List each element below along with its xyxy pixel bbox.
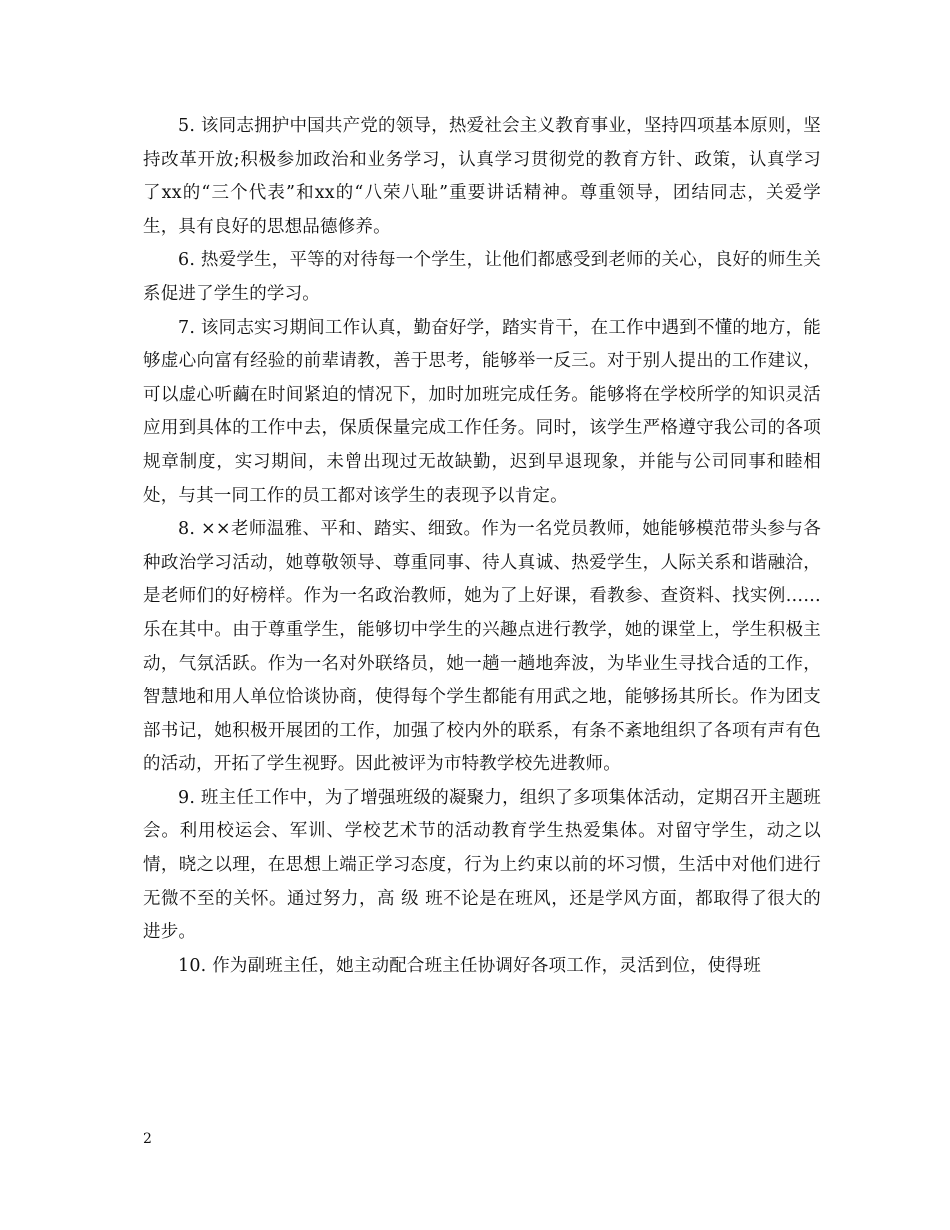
paragraph-10: 10. 作为副班主任，她主动配合班主任协调好各项工作，灵活到位，使得班 bbox=[178, 955, 761, 976]
page-number: 2 bbox=[143, 1131, 152, 1147]
paragraph-7: 7. 该同志实习期间工作认真，勤奋好学，踏实肯干，在工作中遇到不懂的地方，能够虚心向富有经验的前辈请教，善于思考，能够举一反三。对于别人提出的工作建议，可以虚心听繭在时间紧迫的情况下，加时加班完成任务。能够将在学校所学的知识灵活应用到具体的工作中去，保质保量完成工作任务。同时，该学生严格遵守我公司的各项规章制度，实习期间，未曾出现过无故缺勤，迟到早退现象，并能与公司同事和睦相处，与其一同工作的员工都对该学生的表现予以肯定。 bbox=[143, 317, 821, 506]
paragraph-5: 5. 该同志拥护中国共产党的领导，热爱社会主义教育事业，坚持四项基本原则，坚持改革开放;积极参加政治和业务学习，认真学习贯彻党的教育方针、政策，认真学习了xx的“三个代表”和xx的“八荣八耻”重要讲话精神。尊重领导，团结同志，关爱学生，具有良好的思想品德修养。 bbox=[143, 116, 821, 237]
paragraph-9: 9. 班主任工作中，为了增强班级的凝聚力，组织了多项集体活动，定期召开主题班会。利用校运会、军训、学校艺术节的活动教育学生热爱集体。对留守学生，动之以情，晓之以理，在思想上端正学习态度，行为上约束以前的坏习惯，生活中对他们进行无微不至的关怀。通过努力，高 级 班不论是在班风，还是学风方面，都取得了很大的进步。 bbox=[143, 787, 821, 943]
paragraph-6: 6. 热爱学生，平等的对待每一个学生，让他们都感受到老师的关心，良好的师生关系促进了学生的学习。 bbox=[143, 250, 821, 304]
paragraph-8: 8. ××老师温雅、平和、踏实、细致。作为一名党员教师，她能够模范带头参与各种政治学习活动，她尊敬领导、尊重同事、待人真诚、热爱学生，人际关系和谐融洽，是老师们的好榜样。作为一名政治教师，她为了上好课，看教参、查资料、找实例……乐在其中。由于尊重学生，能够切中学生的兴趣点进行教学，她的课堂上，学生积极主动，气氛活跃。作为一名对外联络员，她一趟一趟地奔波，为毕业生寻找合适的工作，智慧地和用人单位恰谈协商，使得每个学生都能有用武之地，能够扬其所长。作为团支部书记，她积极开展团的工作，加强了校内外的联系，有条不紊地组织了各项有声有色的活动，开拓了学生视野。因此被评为市特教学校先进教师。 bbox=[143, 519, 821, 775]
document-body bbox=[143, 110, 821, 983]
